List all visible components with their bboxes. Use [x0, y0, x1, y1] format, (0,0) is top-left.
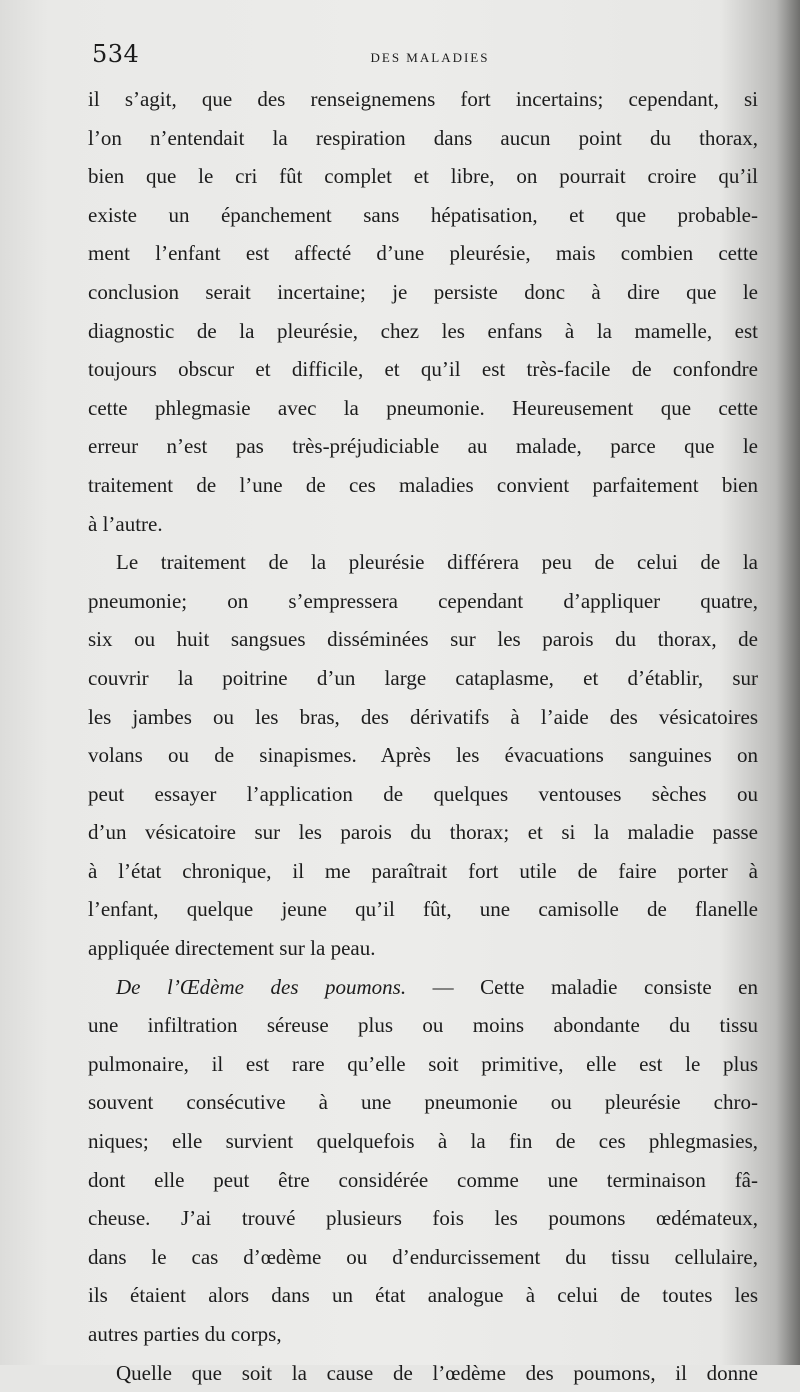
text-line [88, 852, 758, 891]
line-text: pulmonaire, il est rare qu’elle soit primitive, elle est le plus [88, 1051, 758, 1076]
text-line [88, 929, 758, 968]
text-line [88, 1006, 758, 1045]
line-text: d’un vésicatoire sur les parois du thorax; et si la maladie passe [88, 820, 758, 845]
running-title: DES MALADIES [370, 50, 490, 65]
line-text: niques; elle survient quelquefois à la fin de ces phlegmasies, [88, 1129, 758, 1154]
text-line [88, 620, 758, 659]
line-text: diagnostic de la pleurésie, chez les enfans à la mamelle, est [88, 318, 758, 343]
text-line [88, 582, 758, 621]
text-line [88, 273, 758, 312]
line-text: souvent consécutive à une pneumonie ou pleurésie chro- [88, 1090, 758, 1115]
text-line [88, 1238, 758, 1277]
line-text: à l’état chronique, il me paraîtrait fort utile de faire porter à [88, 858, 758, 883]
line-text: bien que le cri fût complet et libre, on pourrait croire qu’il [88, 164, 758, 189]
text-line [88, 1083, 758, 1122]
line-text: dans le cas d’œdème ou d’endurcissement du tissu cellulaire, [88, 1244, 758, 1269]
text-line [88, 659, 758, 698]
text-line [88, 1122, 758, 1161]
line-text: — Cette maladie consiste en [406, 974, 758, 999]
line-text: autres parties du corps, [88, 1322, 282, 1346]
text-line [88, 968, 758, 1007]
line-text: une infiltration séreuse plus ou moins abondante du tissu [88, 1013, 758, 1038]
text-line [88, 119, 758, 158]
text-line [88, 775, 758, 814]
text-line [88, 543, 758, 582]
line-text: les jambes ou les bras, des dérivatifs à l’aide des vésicatoires [88, 704, 758, 729]
text-line [88, 80, 758, 119]
line-text: à l’autre. [88, 511, 163, 536]
text-line [88, 1276, 758, 1315]
text-line [88, 813, 758, 852]
line-text: traitement de l’une de ces maladies convient parfaitement bien [88, 472, 758, 497]
text-line [88, 466, 758, 505]
text-line [88, 234, 758, 273]
line-text: Le traitement de la pleurésie différera peu de celui de la [116, 550, 758, 575]
text-line [88, 890, 758, 929]
line-text: peut essayer l’application de quelques ventouses sèches ou [88, 781, 758, 806]
text-line [88, 736, 758, 775]
text-line [88, 698, 758, 737]
text-line [88, 1199, 758, 1238]
line-text: pneumonie; on s’empressera cependant d’appliquer quatre, [88, 588, 758, 613]
section-heading: De l’Œdème des poumons. [116, 974, 407, 999]
text-line [88, 196, 758, 235]
line-text: erreur n’est pas très-préjudiciable au malade, parce que le [88, 434, 758, 459]
text-line [88, 1161, 758, 1200]
text-line [88, 312, 758, 351]
text-line [88, 157, 758, 196]
line-text: appliquée directement sur la peau. [88, 936, 376, 961]
line-text: Quelle que soit la cause de l’œdème des poumons, il donne [116, 1360, 758, 1385]
line-text: couvrir la poitrine d’un large cataplasme, et d’établir, sur [88, 665, 758, 690]
line-text: cette phlegmasie avec la pneumonie. Heureusement que cette [88, 395, 758, 420]
text-line [88, 505, 758, 544]
text-line [88, 1315, 758, 1354]
line-text: l’enfant, quelque jeune qu’il fût, une camisolle de flanelle [88, 897, 758, 922]
line-text: existe un épanchement sans hépatisation, et que probable- [88, 202, 758, 227]
line-text: six ou huit sangsues disséminées sur les parois du thorax, de [88, 627, 758, 652]
line-text: toujours obscur et difficile, et qu’il est très-facile de confondre [88, 357, 758, 382]
text-line [88, 1354, 758, 1392]
page-number: 534 [92, 40, 140, 68]
line-text: ment l’enfant est affecté d’une pleurésie, mais combien cette [88, 241, 758, 266]
line-text: dont elle peut être considérée comme une terminaison fâ- [88, 1167, 758, 1192]
line-text: conclusion serait incertaine; je persiste donc à dire que le [88, 279, 758, 304]
line-text: l’on n’entendait la respiration dans aucun point du thorax, [88, 125, 758, 150]
text-line [88, 350, 758, 389]
line-text: cheuse. J’ai trouvé plusieurs fois les poumons œdémateux, [88, 1206, 758, 1231]
text-line [88, 427, 758, 466]
line-text: ils étaient alors dans un état analogue à celui de toutes les [88, 1283, 758, 1308]
body-text [88, 80, 758, 1392]
line-text: volans ou de sinapismes. Après les évacuations sanguines on [88, 743, 758, 768]
text-line [88, 389, 758, 428]
line-text: il s’agit, que des renseignemens fort incertains; cependant, si [88, 87, 758, 111]
text-line [88, 1045, 758, 1084]
